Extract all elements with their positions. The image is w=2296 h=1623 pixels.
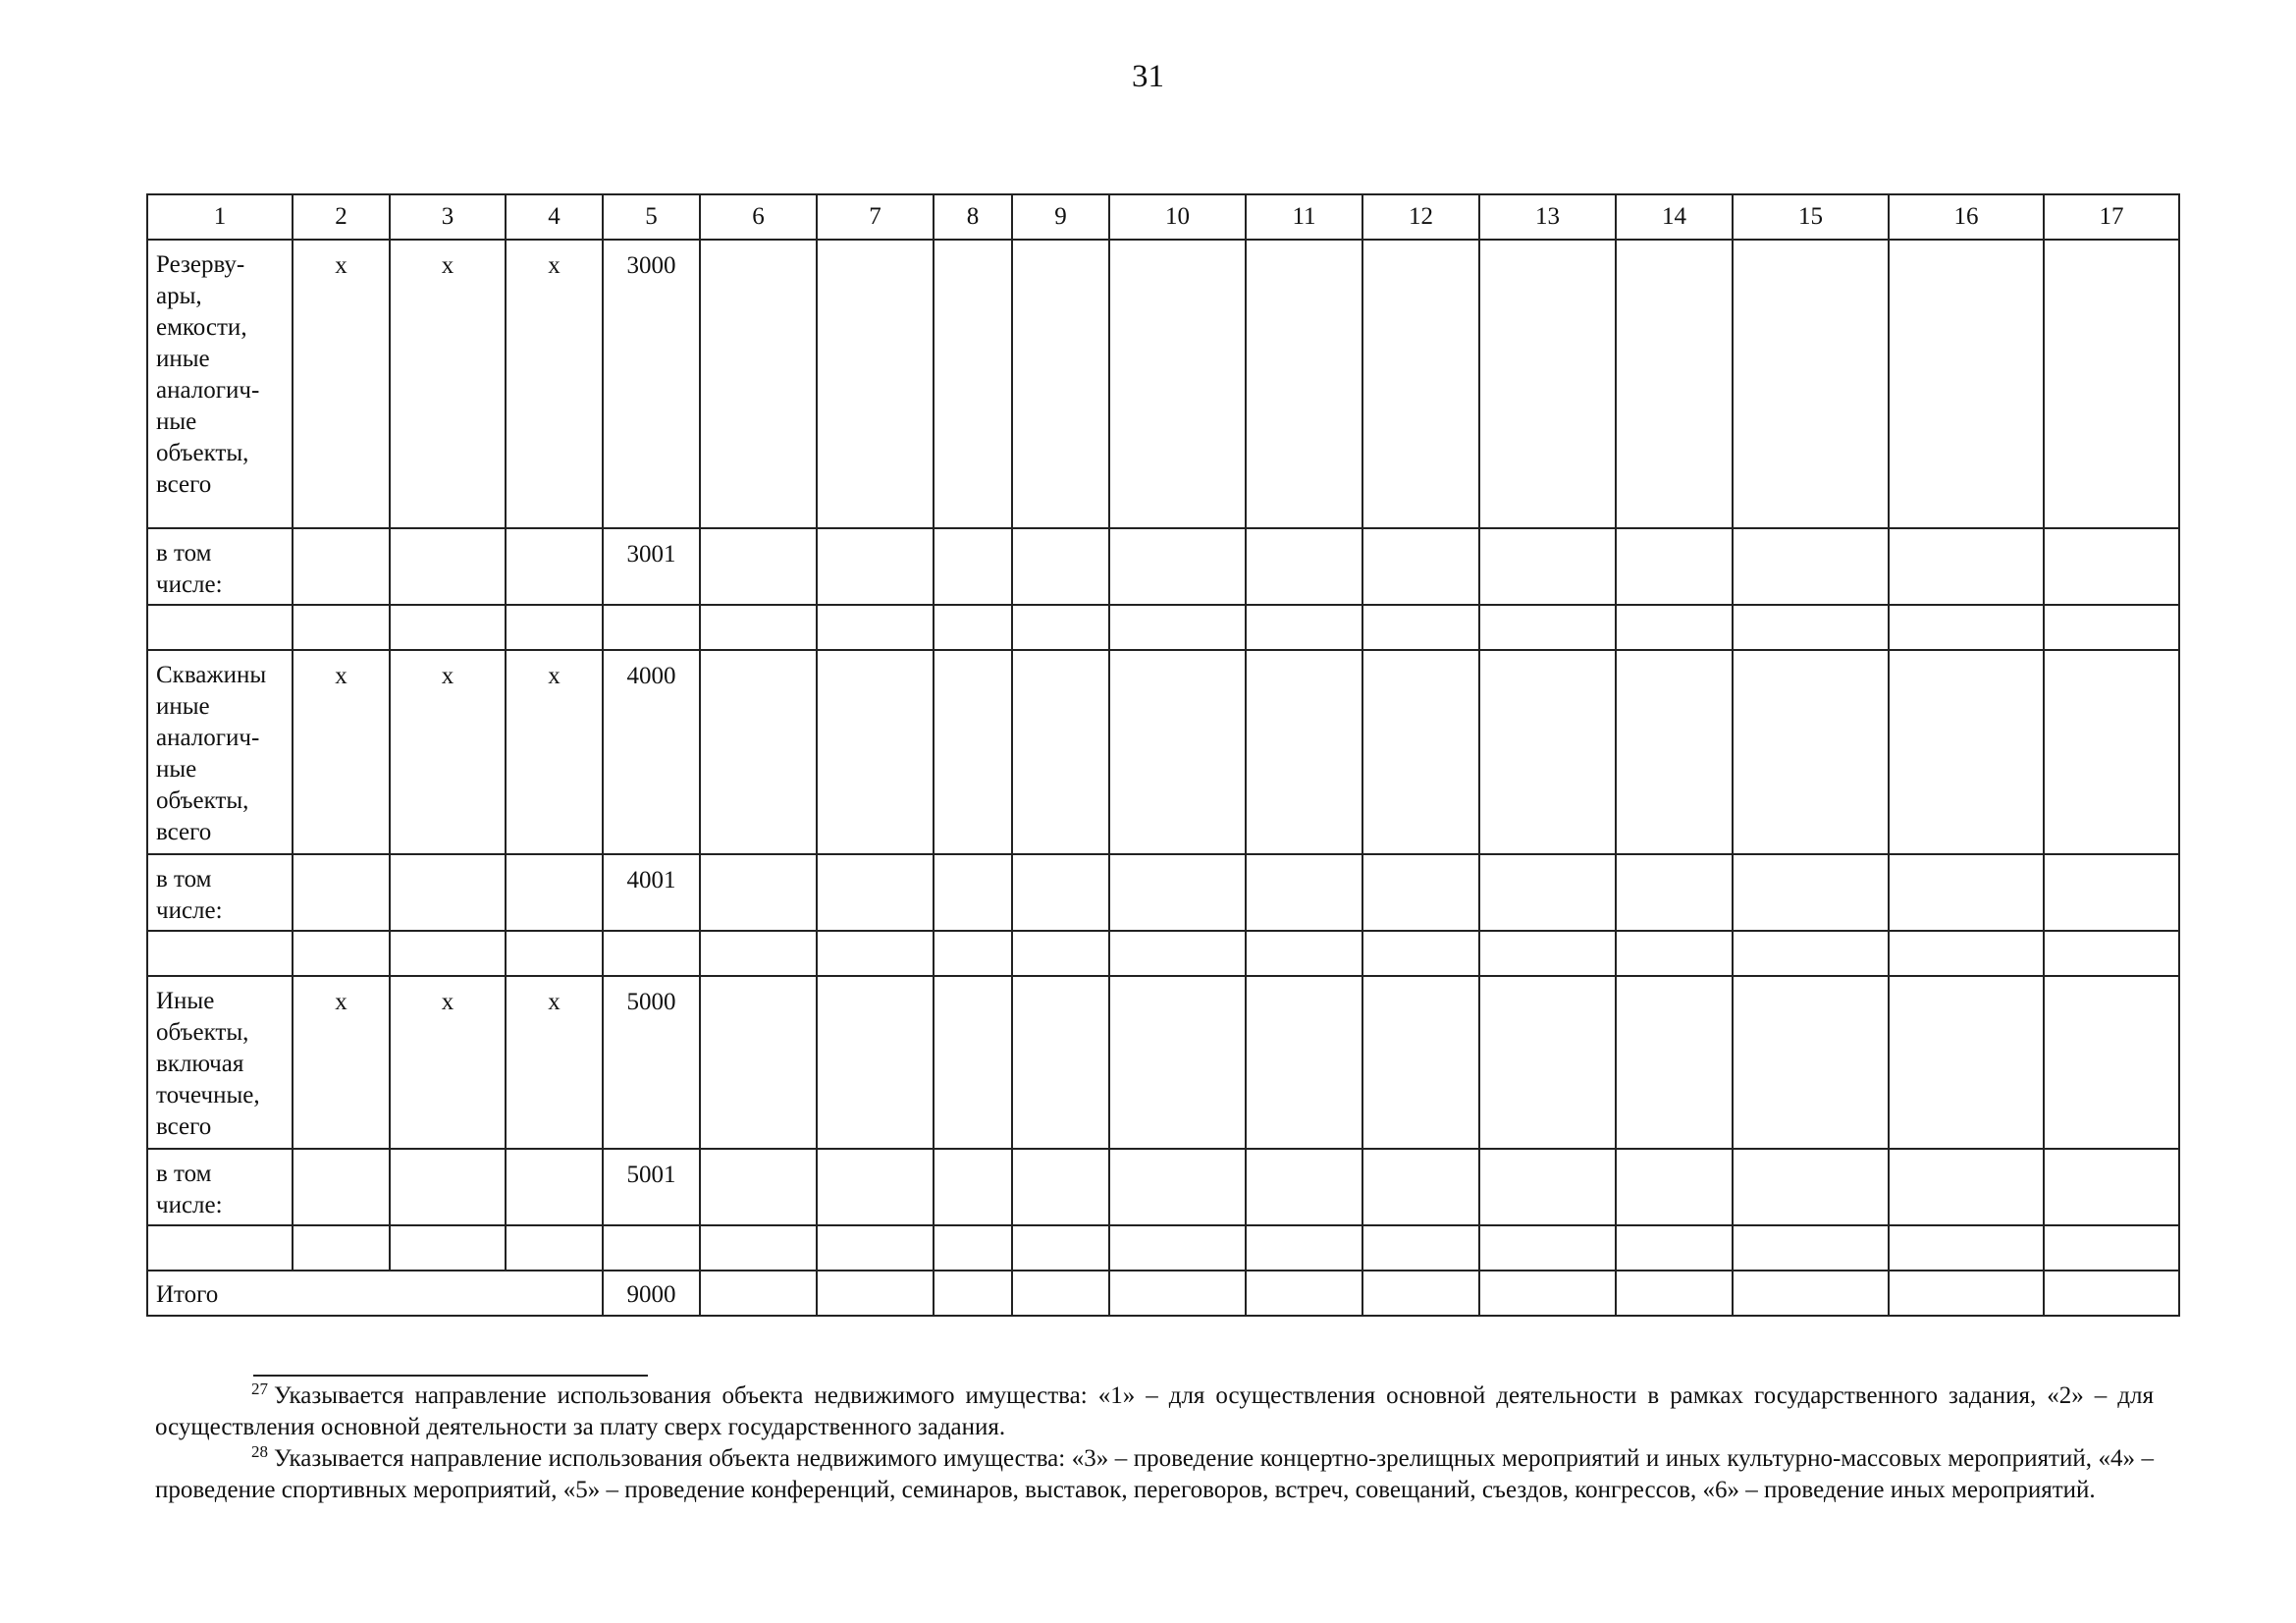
empty-cell-col7	[817, 528, 934, 605]
empty-cell-col12	[1362, 1225, 1479, 1271]
empty-cell-col17	[2044, 1271, 2179, 1316]
empty-cell-col12	[1362, 650, 1479, 854]
empty-cell-col15	[1733, 976, 1889, 1149]
empty-cell-col10	[1109, 854, 1246, 931]
total-row	[147, 1271, 2179, 1316]
empty-cell-col7	[817, 1149, 934, 1225]
empty-cell-col14	[1616, 1225, 1733, 1271]
mark-cell-col3: х	[390, 650, 506, 854]
empty-cell-col16	[1889, 931, 2044, 976]
empty-cell-col17	[2044, 854, 2179, 931]
empty-cell-col9	[1012, 605, 1109, 650]
header-cell-15: 15	[1733, 194, 1889, 240]
empty-cell-col12	[1362, 240, 1479, 528]
empty-cell-col8	[934, 931, 1012, 976]
empty-cell-col16	[1889, 1149, 2044, 1225]
empty-cell-col15	[1733, 931, 1889, 976]
mark-cell-col3: х	[390, 976, 506, 1149]
footnote-text: Указывается направление использования объекта недвижимого имущества: «1» – для осуществления основной деятельности в рамках государственного задания, «2» – для осуществления основной деятельности за плату сверх государственного задания.	[155, 1382, 2154, 1440]
row-name-cell: Резерву- ары, емкости, иные аналогич- ные объекты, всего	[147, 240, 293, 528]
empty-cell-col11	[1246, 240, 1362, 528]
empty-cell-col6	[700, 240, 817, 528]
header-cell-3: 3	[390, 194, 506, 240]
header-cell-2: 2	[293, 194, 390, 240]
empty-cell-col14	[1616, 1271, 1733, 1316]
empty-cell-col13	[1479, 1225, 1616, 1271]
header-cell-11: 11	[1246, 194, 1362, 240]
table-row	[147, 528, 2179, 605]
mark-cell-col4: х	[506, 240, 603, 528]
empty-cell-col6	[700, 976, 817, 1149]
row-code-cell	[603, 1225, 700, 1271]
mark-cell-col2	[293, 1149, 390, 1225]
footnote-text: Указывается направление использования объекта недвижимого имущества: «3» – проведение концертно-зрелищных мероприятий и иных культурно-массовых мероприятий, «4» – проведение спортивных мероприятий, «5» – проведение конференций, семинаров, выставок, переговоров, встреч, совещаний, съездов, конгрессов, «6» – проведение иных мероприятий.	[155, 1445, 2154, 1503]
table-row	[147, 240, 2179, 528]
empty-cell-col13	[1479, 931, 1616, 976]
row-name-cell: Скважины иные аналогич- ные объекты, всего	[147, 650, 293, 854]
empty-cell-col10	[1109, 976, 1246, 1149]
empty-cell-col9	[1012, 240, 1109, 528]
empty-cell-col17	[2044, 931, 2179, 976]
footnote-separator	[253, 1375, 648, 1377]
empty-cell-col9	[1012, 1225, 1109, 1271]
empty-cell-col6	[700, 650, 817, 854]
empty-cell-col14	[1616, 931, 1733, 976]
empty-cell-col6	[700, 1271, 817, 1316]
empty-cell-col8	[934, 650, 1012, 854]
mark-cell-col3	[390, 854, 506, 931]
empty-cell-col7	[817, 605, 934, 650]
empty-cell-col16	[1889, 1271, 2044, 1316]
row-name-cell: в том числе:	[147, 528, 293, 605]
empty-cell-col12	[1362, 854, 1479, 931]
empty-cell-col12	[1362, 1271, 1479, 1316]
mark-cell-col2	[293, 528, 390, 605]
empty-cell-col12	[1362, 528, 1479, 605]
mark-cell-col2: х	[293, 976, 390, 1149]
page-number: 31	[1132, 59, 1164, 94]
empty-cell-col15	[1733, 650, 1889, 854]
mark-cell-col2	[293, 931, 390, 976]
empty-cell-col16	[1889, 976, 2044, 1149]
header-cell-1: 1	[147, 194, 293, 240]
header-cell-14: 14	[1616, 194, 1733, 240]
empty-cell-col17	[2044, 605, 2179, 650]
empty-cell-col13	[1479, 1149, 1616, 1225]
empty-cell-col14	[1616, 605, 1733, 650]
empty-cell-col15	[1733, 240, 1889, 528]
empty-cell-col13	[1479, 1271, 1616, 1316]
mark-cell-col4: х	[506, 976, 603, 1149]
empty-cell-col14	[1616, 528, 1733, 605]
empty-cell-col8	[934, 1149, 1012, 1225]
row-name-cell	[147, 1225, 293, 1271]
empty-cell-col17	[2044, 976, 2179, 1149]
row-code-cell: 5001	[603, 1149, 700, 1225]
empty-cell-col10	[1109, 650, 1246, 854]
header-cell-16: 16	[1889, 194, 2044, 240]
empty-cell-col11	[1246, 650, 1362, 854]
empty-cell-col13	[1479, 854, 1616, 931]
empty-cell-col7	[817, 931, 934, 976]
mark-cell-col4	[506, 854, 603, 931]
empty-cell-col12	[1362, 1149, 1479, 1225]
mark-cell-col4	[506, 931, 603, 976]
mark-cell-col2	[293, 605, 390, 650]
empty-cell-col10	[1109, 605, 1246, 650]
table-row	[147, 650, 2179, 854]
header-cell-12: 12	[1362, 194, 1479, 240]
empty-cell-col17	[2044, 528, 2179, 605]
row-code-cell: 3001	[603, 528, 700, 605]
header-cell-7: 7	[817, 194, 934, 240]
empty-cell-col8	[934, 605, 1012, 650]
table-row	[147, 931, 2179, 976]
row-code-cell: 4001	[603, 854, 700, 931]
mark-cell-col2: х	[293, 650, 390, 854]
table-row	[147, 605, 2179, 650]
empty-cell-col15	[1733, 528, 1889, 605]
empty-cell-col7	[817, 854, 934, 931]
row-name-cell: в том числе:	[147, 854, 293, 931]
empty-cell-col7	[817, 1271, 934, 1316]
empty-cell-col16	[1889, 854, 2044, 931]
empty-cell-col9	[1012, 1149, 1109, 1225]
empty-cell-col12	[1362, 605, 1479, 650]
empty-cell-col15	[1733, 1271, 1889, 1316]
empty-cell-col8	[934, 1271, 1012, 1316]
header-row	[147, 194, 2179, 240]
empty-cell-col17	[2044, 1225, 2179, 1271]
empty-cell-col16	[1889, 528, 2044, 605]
row-code-cell: 3000	[603, 240, 700, 528]
empty-cell-col14	[1616, 1149, 1733, 1225]
empty-cell-col10	[1109, 931, 1246, 976]
empty-cell-col11	[1246, 1271, 1362, 1316]
empty-cell-col13	[1479, 650, 1616, 854]
empty-cell-col7	[817, 1225, 934, 1271]
row-name-cell	[147, 605, 293, 650]
empty-cell-col6	[700, 931, 817, 976]
row-name-cell: в том числе:	[147, 1149, 293, 1225]
table-row	[147, 1225, 2179, 1271]
mark-cell-col4	[506, 1149, 603, 1225]
footnotes	[155, 1380, 2154, 1506]
mark-cell-col2	[293, 854, 390, 931]
header-cell-4: 4	[506, 194, 603, 240]
empty-cell-col7	[817, 976, 934, 1149]
mark-cell-col4: х	[506, 650, 603, 854]
empty-cell-col7	[817, 650, 934, 854]
empty-cell-col6	[700, 854, 817, 931]
mark-cell-col3	[390, 931, 506, 976]
header-cell-6: 6	[700, 194, 817, 240]
empty-cell-col8	[934, 528, 1012, 605]
empty-cell-col6	[700, 605, 817, 650]
empty-cell-col6	[700, 1149, 817, 1225]
empty-cell-col9	[1012, 528, 1109, 605]
empty-cell-col11	[1246, 605, 1362, 650]
empty-cell-col13	[1479, 976, 1616, 1149]
mark-cell-col3	[390, 528, 506, 605]
empty-cell-col17	[2044, 1149, 2179, 1225]
row-code-cell: 4000	[603, 650, 700, 854]
empty-cell-col8	[934, 854, 1012, 931]
empty-cell-col14	[1616, 240, 1733, 528]
mark-cell-col3: х	[390, 240, 506, 528]
empty-cell-col11	[1246, 931, 1362, 976]
empty-cell-col15	[1733, 1225, 1889, 1271]
header-cell-17: 17	[2044, 194, 2179, 240]
header-cell-9: 9	[1012, 194, 1109, 240]
empty-cell-col13	[1479, 605, 1616, 650]
mark-cell-col4	[506, 528, 603, 605]
empty-cell-col15	[1733, 854, 1889, 931]
empty-cell-col8	[934, 1225, 1012, 1271]
mark-cell-col3	[390, 605, 506, 650]
footnote-mark: 27	[251, 1380, 268, 1398]
empty-cell-col10	[1109, 1225, 1246, 1271]
empty-cell-col15	[1733, 605, 1889, 650]
empty-cell-col10	[1109, 240, 1246, 528]
header-cell-5: 5	[603, 194, 700, 240]
empty-cell-col16	[1889, 240, 2044, 528]
empty-cell-col9	[1012, 650, 1109, 854]
row-code-cell: 5000	[603, 976, 700, 1149]
empty-cell-col12	[1362, 976, 1479, 1149]
empty-cell-col10	[1109, 528, 1246, 605]
empty-cell-col16	[1889, 1225, 2044, 1271]
empty-cell-col15	[1733, 1149, 1889, 1225]
row-code-cell	[603, 931, 700, 976]
total-label-cell: Итого	[147, 1271, 603, 1316]
table-row	[147, 976, 2179, 1149]
empty-cell-col9	[1012, 931, 1109, 976]
property-table	[146, 193, 2180, 1317]
empty-cell-col8	[934, 240, 1012, 528]
empty-cell-col11	[1246, 528, 1362, 605]
mark-cell-col3	[390, 1225, 506, 1271]
empty-cell-col16	[1889, 605, 2044, 650]
table-row	[147, 854, 2179, 931]
empty-cell-col17	[2044, 240, 2179, 528]
empty-cell-col6	[700, 528, 817, 605]
empty-cell-col16	[1889, 650, 2044, 854]
empty-cell-col10	[1109, 1149, 1246, 1225]
footnote-mark: 28	[251, 1442, 268, 1461]
empty-cell-col6	[700, 1225, 817, 1271]
row-code-cell	[603, 605, 700, 650]
table-row	[147, 1149, 2179, 1225]
total-code-cell: 9000	[603, 1271, 700, 1316]
empty-cell-col11	[1246, 976, 1362, 1149]
empty-cell-col13	[1479, 240, 1616, 528]
footnote-27	[155, 1380, 2154, 1443]
header-cell-10: 10	[1109, 194, 1246, 240]
empty-cell-col9	[1012, 854, 1109, 931]
footnote-28	[155, 1443, 2154, 1506]
empty-cell-col9	[1012, 1271, 1109, 1316]
empty-cell-col17	[2044, 650, 2179, 854]
empty-cell-col14	[1616, 854, 1733, 931]
header-cell-13: 13	[1479, 194, 1616, 240]
mark-cell-col2: х	[293, 240, 390, 528]
empty-cell-col11	[1246, 1149, 1362, 1225]
empty-cell-col12	[1362, 931, 1479, 976]
mark-cell-col2	[293, 1225, 390, 1271]
mark-cell-col4	[506, 605, 603, 650]
row-name-cell	[147, 931, 293, 976]
empty-cell-col11	[1246, 1225, 1362, 1271]
mark-cell-col4	[506, 1225, 603, 1271]
mark-cell-col3	[390, 1149, 506, 1225]
empty-cell-col14	[1616, 976, 1733, 1149]
empty-cell-col8	[934, 976, 1012, 1149]
empty-cell-col7	[817, 240, 934, 528]
empty-cell-col10	[1109, 1271, 1246, 1316]
row-name-cell: Иные объекты, включая точечные, всего	[147, 976, 293, 1149]
header-cell-8: 8	[934, 194, 1012, 240]
empty-cell-col13	[1479, 528, 1616, 605]
empty-cell-col11	[1246, 854, 1362, 931]
empty-cell-col9	[1012, 976, 1109, 1149]
empty-cell-col14	[1616, 650, 1733, 854]
